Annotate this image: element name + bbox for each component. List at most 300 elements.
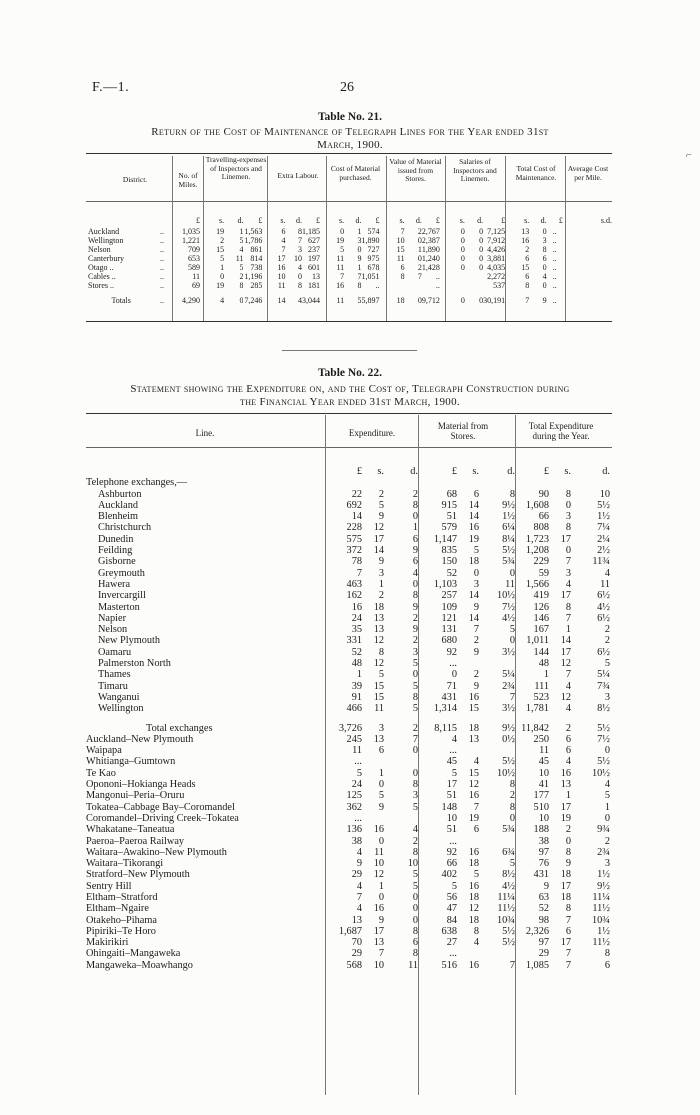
tot-value: 17: [560, 590, 571, 602]
mat-value: [457, 836, 479, 847]
salaries-value: 2,387: [421, 236, 440, 245]
line-row: [86, 847, 610, 858]
tot-value: 431: [533, 869, 549, 881]
exp-value: 13: [373, 624, 384, 636]
district-name: Auckland: [88, 227, 120, 236]
tot-value: 98: [538, 914, 549, 926]
exchange-row: [86, 511, 610, 522]
exp-value: 1: [412, 522, 418, 534]
mat-value: 47: [446, 903, 457, 915]
tot-value: 8: [565, 903, 571, 915]
tot-value: 510: [533, 801, 549, 813]
line-name: Total exchanges: [146, 722, 213, 734]
total-value: 13: [521, 227, 530, 236]
mat-value: 45: [446, 756, 457, 768]
line-row: [86, 903, 610, 914]
mat-value: 9: [473, 601, 479, 613]
line-name: Ashburton: [98, 488, 142, 500]
extra-value: 4: [298, 296, 303, 305]
mat-value: 18: [468, 891, 479, 903]
extra-value: 7,246: [244, 296, 263, 305]
mat-value: 8,115: [434, 722, 457, 734]
line-name: Pipiriki–Te Horo: [86, 925, 156, 937]
purchased-value: 11: [336, 254, 345, 263]
travelling-value: 2: [220, 236, 225, 245]
line-name: Palmerston North: [98, 658, 171, 670]
travelling-value: 1,221: [181, 236, 200, 245]
exp-value: 91: [351, 691, 362, 703]
extra-value: 814: [250, 254, 263, 263]
mat-value: 18: [468, 914, 479, 926]
exp-value: 14: [351, 511, 362, 523]
tot-value: 111: [534, 680, 549, 692]
exp-value: 0: [378, 835, 384, 847]
tot-value: 2,326: [525, 925, 549, 937]
t21-head-travelling: Travelling-expenses of Inspectors and Linemen.: [205, 155, 267, 181]
travelling-value: 8: [239, 281, 244, 290]
exp-value: 4: [356, 846, 362, 858]
unit-label: £: [558, 216, 563, 225]
tot-value: 1,566: [525, 578, 549, 590]
district-name: Nelson: [88, 245, 111, 254]
unit-label: £: [501, 216, 506, 225]
mat-value: [479, 948, 515, 959]
unit-label: £: [195, 216, 200, 225]
exp-value: 2: [412, 722, 418, 734]
extra-value: 1,563: [244, 227, 263, 236]
tot-value: 1,011: [526, 635, 549, 647]
purchased-value: 5: [340, 245, 345, 254]
tot-value: 16: [560, 767, 571, 779]
total-value: 0: [542, 227, 547, 236]
tot-value: 7: [565, 914, 571, 926]
tot-value: 45: [538, 756, 549, 768]
travelling-value: 2: [239, 272, 244, 281]
tot-value: 11¼: [592, 891, 610, 903]
totals-label: Totals: [111, 296, 131, 305]
t21-head-average: Average Cost per Mile.: [567, 164, 609, 182]
extra-value: 8: [298, 227, 303, 236]
mat-value: 5¼: [502, 669, 515, 681]
table22-caption-line2: the Financial Year ended 31st March, 1900.: [240, 396, 460, 408]
tot-value: 8: [565, 846, 571, 858]
line-row: [86, 937, 610, 948]
tot-value: 8½: [597, 703, 610, 715]
mat-value: 8: [509, 488, 515, 500]
tot-value: 11,842: [521, 722, 549, 734]
exp-value: 9: [412, 545, 418, 557]
table-row: [88, 263, 612, 272]
mat-value: 5½: [502, 925, 515, 937]
exp-value: 4: [356, 903, 362, 915]
salaries-value: 1,240: [421, 254, 440, 263]
total-value: 0: [542, 263, 547, 272]
mat-value: 8¼: [502, 533, 515, 545]
exp-value: 1: [378, 767, 384, 779]
mat-value: 92: [446, 646, 457, 658]
exp-value: 24: [351, 612, 362, 624]
purchased-value: 19: [336, 236, 345, 245]
mat-value: [457, 948, 479, 959]
mat-value: 5½: [502, 756, 515, 768]
purchased-value: 627: [308, 236, 321, 245]
table-row: [88, 227, 612, 236]
mat-value: 2: [473, 669, 479, 681]
exp-value: 52: [351, 646, 362, 658]
mat-value: ...: [449, 835, 457, 847]
exp-value: 2: [412, 488, 418, 500]
travelling-value: 0: [220, 272, 225, 281]
table21-caption-line2: March, 1900.: [317, 139, 383, 151]
mat-value: 121: [441, 612, 457, 624]
mat-value: 17: [446, 779, 457, 791]
travelling-value: 69: [191, 281, 200, 290]
exp-value: 8: [412, 779, 418, 791]
exp-value: [362, 756, 384, 767]
mat-value: 7: [473, 801, 479, 813]
average-value: ..: [552, 254, 557, 263]
exp-value: 9: [412, 624, 418, 636]
line-row: [86, 768, 610, 779]
mat-value: 27: [446, 937, 457, 949]
tot-value: 0: [565, 499, 571, 511]
mat-value: 4: [473, 937, 479, 949]
purchased-value: 13: [312, 272, 321, 281]
table22-top-rule: [86, 413, 612, 414]
travelling-value: 4: [220, 296, 225, 305]
exp-value: 15: [373, 680, 384, 692]
tot-value: 0: [565, 545, 571, 557]
line-name: Christchurch: [98, 522, 152, 534]
mat-value: 18: [468, 722, 479, 734]
tot-value: 177: [533, 790, 549, 802]
line-name: Wellington: [98, 703, 144, 715]
table21-caption: [80, 126, 620, 152]
extra-value: 0: [298, 272, 303, 281]
stores-value: 10: [396, 236, 405, 245]
unit-label: s.: [280, 216, 286, 225]
tot-value: 2: [604, 835, 610, 847]
table22-caption-line1: Statement showing the Expenditure on, and the Cost of, Telegraph Construction during: [130, 383, 570, 395]
line-name: Waitara–Awakino–New Plymouth: [86, 846, 227, 858]
tot-value: 419: [533, 590, 549, 602]
tot-value: 4: [565, 756, 571, 768]
tot-value: 6: [565, 925, 571, 937]
unit-label: s.: [377, 466, 384, 477]
tot-value: 144: [533, 646, 549, 658]
exchange-row: [86, 579, 610, 590]
line-row: [86, 802, 610, 813]
t22-head-expenditure: Expenditure.: [348, 428, 396, 438]
average-value: ..: [552, 281, 557, 290]
tot-value: 2¾: [597, 846, 610, 858]
total-value: 30,191: [483, 296, 506, 305]
table21-bottom-rule: [86, 321, 612, 322]
exp-value: 39: [351, 680, 362, 692]
exchange-row: [86, 522, 610, 533]
exp-value: 5: [356, 767, 362, 779]
exp-value: 568: [346, 959, 362, 971]
line-name: Gisborne: [98, 556, 136, 568]
tot-value: 1,608: [525, 499, 549, 511]
purchased-value: 0: [357, 245, 362, 254]
total-value: 2: [525, 245, 530, 254]
salaries-value: 0: [479, 245, 484, 254]
extra-value: 11: [277, 281, 286, 290]
exp-value: 8: [412, 691, 418, 703]
average-value: ..: [552, 227, 557, 236]
empty-cell: [457, 477, 479, 488]
tot-value: 1: [565, 790, 571, 802]
exp-value: 2: [378, 488, 384, 500]
exp-value: 0: [412, 767, 418, 779]
section-heading: Telephone exchanges,—: [86, 477, 188, 489]
exp-value: 7: [356, 891, 362, 903]
stores-value: 15: [396, 245, 405, 254]
stores-value: 0: [417, 296, 422, 305]
exp-value: 3: [378, 567, 384, 579]
exp-value: 331: [346, 635, 362, 647]
total-value: 6: [525, 272, 530, 281]
tot-value: 4: [565, 578, 571, 590]
travelling-value: 589: [187, 263, 200, 272]
stores-value: 11: [396, 254, 405, 263]
exp-value: 11: [374, 703, 384, 715]
tot-value: 1,208: [525, 545, 549, 557]
total-value: 7: [525, 296, 530, 305]
exp-value: 13: [373, 612, 384, 624]
mat-value: 16: [468, 790, 479, 802]
total-value: 6: [525, 254, 530, 263]
exp-value: 10: [373, 858, 384, 870]
unit-label: d.: [355, 216, 362, 225]
purchased-value: 8: [357, 281, 362, 290]
line-row: [86, 881, 610, 892]
unit-label: d.: [477, 216, 484, 225]
exp-value: 29: [351, 869, 362, 881]
mat-value: 7½: [502, 601, 515, 613]
mat-value: 16: [468, 691, 479, 703]
mat-value: 51: [446, 511, 457, 523]
district-name: Otago ..: [88, 263, 114, 272]
district-name: Wellington: [88, 236, 124, 245]
mat-value: [457, 745, 479, 756]
mat-value: 66: [446, 858, 457, 870]
mat-value: 5: [451, 880, 457, 892]
travelling-value: 19: [216, 281, 225, 290]
salaries-value: 0: [460, 245, 465, 254]
purchased-value: 181: [308, 281, 321, 290]
line-row: [86, 813, 610, 824]
mat-value: 16: [468, 522, 479, 534]
tot-value: 17: [560, 801, 571, 813]
tot-value: 11½: [592, 937, 610, 949]
exp-value: 38: [351, 835, 362, 847]
t22-head-total: Total Expenditure during the Year.: [528, 421, 594, 441]
tot-value: 188: [533, 824, 549, 836]
miles-value: ..: [159, 245, 164, 254]
purchased-value: 1,185: [302, 227, 321, 236]
mat-value: 1½: [502, 511, 515, 523]
purchased-value: 3: [357, 236, 362, 245]
extra-value: 14: [277, 296, 286, 305]
miles-value: ..: [159, 254, 164, 263]
exp-value: 5: [412, 880, 418, 892]
exp-value: 372: [346, 545, 362, 557]
tot-value: 90: [538, 488, 549, 500]
mat-value: 51: [446, 790, 457, 802]
exp-value: 362: [346, 801, 362, 813]
tot-value: 229: [533, 556, 549, 568]
miles-value: ..: [159, 227, 164, 236]
salaries-value: [440, 272, 465, 281]
line-name: Napier: [98, 612, 127, 624]
mat-value: 14: [468, 511, 479, 523]
mat-value: ...: [449, 745, 457, 757]
t21-head-salaries: Salaries of Inspectors and Linemen.: [453, 157, 497, 183]
line-name: Blenheim: [98, 511, 139, 523]
mat-value: 835: [441, 545, 457, 557]
line-name: Masterton: [98, 601, 140, 613]
mat-value: 12: [468, 903, 479, 915]
exp-value: 1: [378, 578, 384, 590]
purchased-value: 11: [336, 296, 345, 305]
mat-value: 11: [505, 578, 515, 590]
tot-value: 0: [604, 812, 610, 824]
mat-value: 4½: [502, 612, 515, 624]
margin-mark: ⌐: [686, 150, 692, 161]
exp-value: 17: [373, 533, 384, 545]
tot-value: 1: [565, 624, 571, 636]
table22-title: Table No. 22.: [317, 367, 383, 379]
extra-value: 4: [281, 236, 286, 245]
t22-head-material: Material from Stores.: [437, 421, 489, 441]
line-name: Dunedin: [98, 533, 134, 545]
exp-value: 18: [373, 601, 384, 613]
miles-value: ..: [159, 296, 164, 305]
tot-value: 8: [604, 948, 610, 960]
travelling-value: 653: [187, 254, 200, 263]
line-name: Sentry Hill: [86, 880, 132, 892]
exp-value: 7: [412, 733, 418, 745]
stores-value: 7: [417, 272, 422, 281]
salaries-value: ..: [435, 281, 440, 290]
mat-value: 0: [509, 635, 515, 647]
tot-value: 3: [565, 567, 571, 579]
line-name: Whitianga–Gumtown: [86, 756, 176, 768]
purchased-value: 9: [357, 254, 362, 263]
travelling-value: 11: [235, 254, 244, 263]
table-row: [88, 245, 612, 254]
tot-value: 7¾: [597, 680, 610, 692]
exp-value: 15: [373, 691, 384, 703]
exp-value: 2: [412, 635, 418, 647]
tot-value: 7: [565, 556, 571, 568]
spacer-row: [86, 715, 610, 723]
exp-value: 8: [412, 948, 418, 960]
tot-value: 2: [565, 824, 571, 836]
extra-value: 3: [298, 245, 303, 254]
line-name: Thames: [98, 669, 131, 681]
total-value: 0: [542, 281, 547, 290]
exp-value: 5: [412, 658, 418, 670]
tot-value: 2¼: [597, 533, 610, 545]
stores-value: 8: [400, 272, 405, 281]
district-name: Cables ..: [88, 272, 116, 281]
mat-value: 19: [468, 812, 479, 824]
tot-value: 8: [565, 488, 571, 500]
exp-value: 35: [351, 624, 362, 636]
salaries-value: 0: [479, 227, 484, 236]
exp-value: 2: [412, 835, 418, 847]
table21-body: [88, 216, 612, 305]
tot-value: 4: [565, 703, 571, 715]
purchased-value: 3,044: [302, 296, 321, 305]
stores-value: 6: [400, 263, 405, 272]
mat-value: 2: [509, 790, 515, 802]
stores-value: 678: [367, 263, 380, 272]
page-reference: F.—1.: [92, 80, 130, 95]
tot-value: 9½: [597, 880, 610, 892]
tot-value: 97: [538, 846, 549, 858]
miles-value: ..: [159, 281, 164, 290]
mat-value: 92: [446, 846, 457, 858]
exp-value: 6: [412, 937, 418, 949]
unit-label: d.: [602, 466, 610, 477]
exchange-row: [86, 692, 610, 703]
tot-value: 6: [565, 745, 571, 757]
table22-body: [86, 466, 610, 971]
exp-value: 5: [378, 669, 384, 681]
exchange-row: [86, 500, 610, 511]
tot-value: 6½: [597, 590, 610, 602]
stores-value: 1: [417, 245, 422, 254]
mat-value: 0: [509, 567, 515, 579]
mat-value: 4: [473, 756, 479, 768]
mat-value: 131: [441, 624, 457, 636]
exchange-row: [86, 647, 610, 658]
line-name: Mangonui–Peria–Oruru: [86, 790, 185, 802]
exp-value: 11: [374, 846, 384, 858]
stores-value: 0: [417, 236, 422, 245]
exp-value: 8: [412, 499, 418, 511]
salaries-value: 9,712: [421, 296, 440, 305]
exp-value: 12: [373, 522, 384, 534]
line-name: Tokatea–Cabbage Bay–Coromandel: [86, 801, 235, 813]
mat-value: [479, 658, 515, 669]
mat-value: 5¾: [502, 556, 515, 568]
tot-value: 17: [560, 646, 571, 658]
exchange-row: [86, 613, 610, 624]
t21-head-total: Total Cost of Maintenance.: [515, 164, 557, 182]
tot-value: 126: [533, 601, 549, 613]
mat-value: 109: [441, 601, 457, 613]
table-row: [88, 254, 612, 263]
tot-value: 4: [604, 567, 610, 579]
exp-value: 29: [351, 948, 362, 960]
tot-value: 1,781: [525, 703, 549, 715]
salaries-value: 0: [460, 236, 465, 245]
mat-value: 0: [473, 567, 479, 579]
salaries-value: 0: [460, 296, 465, 305]
exp-value: 16: [373, 903, 384, 915]
mat-value: 15: [468, 767, 479, 779]
table21-header-rule: [86, 201, 612, 202]
table-row: [88, 272, 612, 281]
tot-value: 29: [538, 948, 549, 960]
unit-label: d.: [606, 216, 612, 225]
tot-value: 167: [533, 624, 549, 636]
